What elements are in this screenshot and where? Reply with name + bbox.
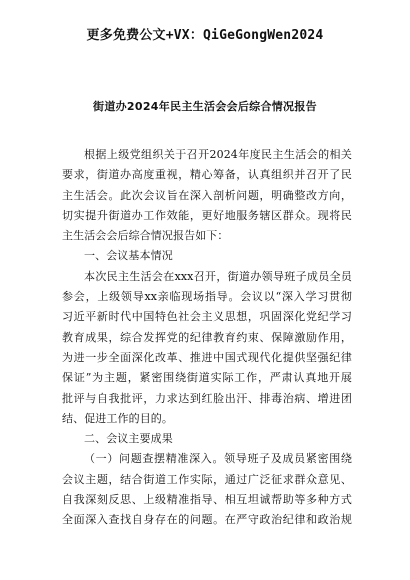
paragraph-line: 习近平新时代中国特色社会主义思想，巩固深化党纪学习 [62, 310, 352, 324]
paragraph-line: 参会，上级领导xx亲临现场指导。会议以“深入学习贯彻 [62, 290, 352, 304]
document-body [62, 145, 352, 531]
section-heading: 二、会议主要成果 [84, 432, 173, 446]
paragraph-line: 批评与自我批评，力求达到红脸出汗、排毒治病、增进团 [62, 391, 352, 405]
paragraph-line: 会议主题，结合街道工作实际，通过广泛征求群众意见、 [62, 472, 352, 486]
paragraph-line: 全面深入查找自身存在的问题。在严守政治纪律和政治规 [62, 513, 352, 527]
paragraph-line: 主生活会。此次会议旨在深入剖析问题，明确整改方向， [62, 188, 352, 202]
watermark-header: 更多免费公文+VX：QiGeGongWen2024 [86, 28, 324, 43]
paragraph-line: 自我深刻反思、上级精准指导、相互坦诚帮助等多种方式 [62, 493, 352, 507]
paragraph-line: 要求，街道办高度重视，精心筹备，认真组织并召开了民 [62, 168, 352, 182]
paragraph-line: 根据上级党组织关于召开2024年度民主生活会的相关 [84, 148, 352, 161]
paragraph-line: （一）问题查摆精准深入。领导班子及成员紧密围绕 [84, 452, 352, 466]
paragraph-line: 主生活会会后综合情况报告如下： [62, 229, 229, 243]
section-heading: 一、会议基本情况 [84, 249, 173, 263]
paragraph-line: 切实提升街道办工作效能，更好地服务辖区群众。现将民 [62, 208, 352, 222]
paragraph-line: 为进一步全面深化改革、推进中国式现代化提供坚强纪律 [62, 350, 352, 364]
paragraph-line: 教育成果，综合发挥党的纪律教育约束、保障激励作用， [62, 330, 352, 344]
paragraph-line: 本次民主生活会在xxx召开，街道办领导班子成员全员 [84, 269, 352, 283]
paragraph-line: 结、促进工作的目的。 [62, 411, 173, 425]
paragraph-line: 保证”为主题，紧密围绕街道实际工作，严肃认真地开展 [62, 371, 352, 385]
document-title: 街道办2024年民主生活会会后综合情况报告 [93, 100, 317, 113]
